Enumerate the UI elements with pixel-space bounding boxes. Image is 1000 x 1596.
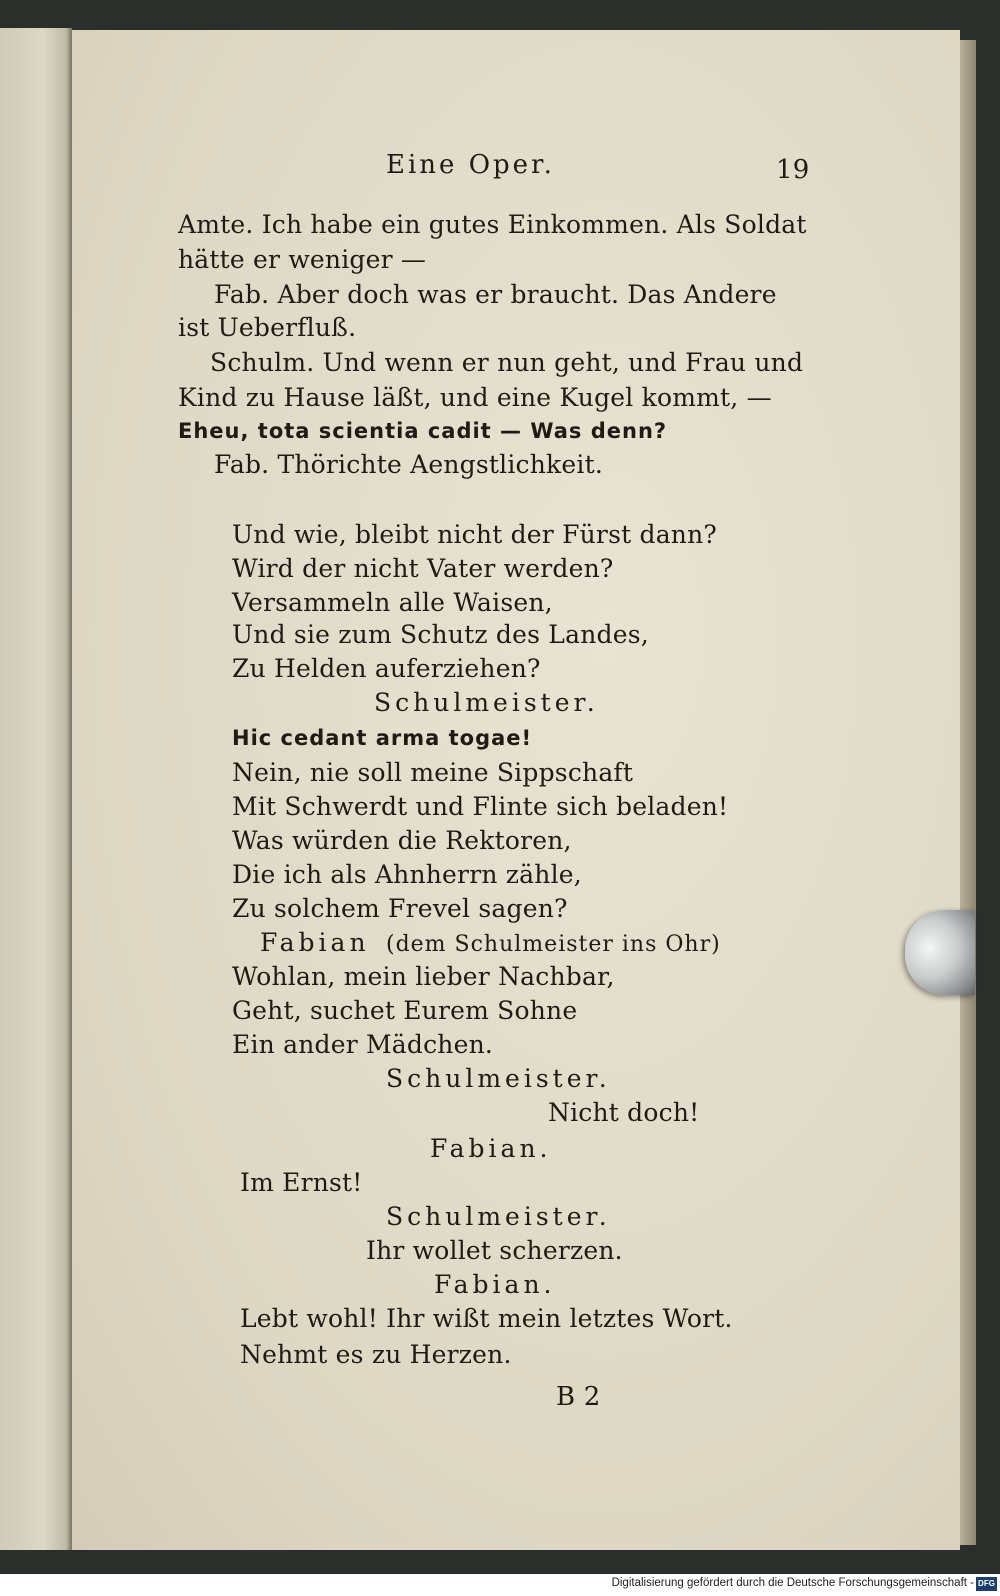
page-number: 19 [776, 155, 810, 185]
verse-line: Geht, suchet Eurem Sohne [232, 996, 578, 1025]
text-line: Amte. Ich habe ein gutes Einkommen. Als Soldat [178, 210, 807, 239]
speaker-name: Schulmeister. [386, 1202, 611, 1231]
speaker-name: Fabian [260, 928, 370, 957]
text-line: ist Ueberfluß. [178, 313, 357, 342]
text-line: Kind zu Hause läßt, und eine Kugel kommt, — [178, 383, 772, 412]
speaker-name: Fabian. [434, 1270, 556, 1299]
speaker-name: Schulmeister. [374, 688, 599, 717]
verse-line: Ein ander Mädchen. [232, 1030, 494, 1059]
verse-line-latin: Hic cedant arma togae! [232, 726, 533, 750]
verse-line: Nicht doch! [548, 1098, 700, 1127]
page-clip [905, 910, 975, 995]
verse-line: Wird der nicht Vater werden? [232, 554, 614, 583]
verse-line: Nein, nie soll meine Sippschaft [232, 758, 634, 787]
verse-line: Die ich als Ahnherrn zähle, [232, 860, 582, 889]
signature-mark: B 2 [556, 1382, 601, 1412]
left-page [0, 28, 72, 1550]
dfg-logo: DFG [976, 1577, 997, 1591]
stage-direction: (dem Schulmeister ins Ohr) [386, 932, 721, 957]
text-line: Fab. Aber doch was er braucht. Das Andere [214, 280, 777, 309]
verse-line: Mit Schwerdt und Flinte sich beladen! [232, 792, 729, 821]
text-line: Fab. Thörichte Aengstlichkeit. [214, 450, 603, 479]
verse-line: Lebt wohl! Ihr wißt mein letztes Wort. [240, 1304, 733, 1333]
running-head: Eine Oper. [386, 150, 555, 180]
verse-line: Was würden die Rektoren, [232, 826, 572, 855]
page-edge [958, 40, 976, 1545]
verse-line: Wohlan, mein lieber Nachbar, [232, 962, 615, 991]
verse-line: Zu solchem Frevel sagen? [232, 894, 568, 923]
text-line-latin: Eheu, tota scientia cadit — Was denn? [178, 419, 668, 443]
funding-credit: Digitalisierung gefördert durch die Deutsche Forschungsgemeinschaft - [611, 1577, 974, 1589]
footer-bar [0, 1574, 1000, 1596]
verse-line: Zu Helden auferziehen? [232, 654, 541, 683]
text-line: hätte er weniger — [178, 245, 427, 274]
verse-line: Und sie zum Schutz des Landes, [232, 620, 649, 649]
text-line: Schulm. Und wenn er nun geht, und Frau und [210, 348, 804, 377]
verse-line: Nehmt es zu Herzen. [240, 1340, 512, 1369]
verse-line: Im Ernst! [240, 1168, 363, 1197]
speaker-name: Fabian. [430, 1134, 552, 1163]
verse-line: Und wie, bleibt nicht der Fürst dann? [232, 520, 718, 549]
verse-line: Versammeln alle Waisen, [232, 588, 553, 617]
verse-line: Ihr wollet scherzen. [366, 1236, 623, 1265]
speaker-name: Schulmeister. [386, 1064, 611, 1093]
